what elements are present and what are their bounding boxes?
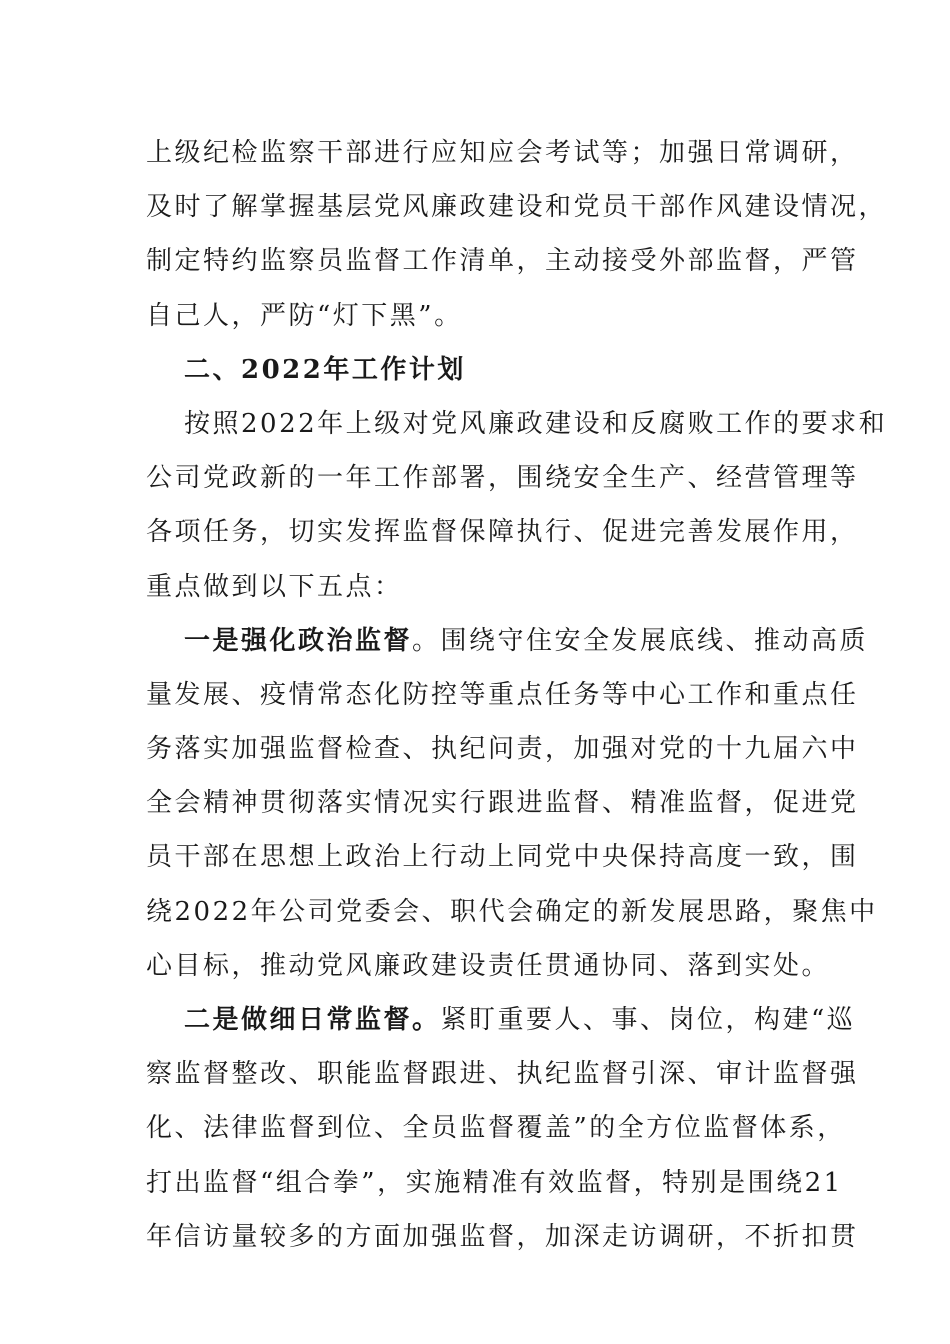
body-line-13: 全会精神贯彻落实情况实行跟进监督、精准监督，促进党: [146, 788, 859, 819]
body-line-7: 公司党政新的一年工作部署，围绕安全生产、经营管理等: [146, 463, 859, 494]
body-line-18: 察监督整改、职能监督跟进、执纪监督引深、审计监督强: [146, 1059, 859, 1090]
body-line-9: 重点做到以下五点：: [146, 571, 403, 602]
body-line-19: 化、法律监督到位、全员监督覆盖”的全方位监督体系，: [146, 1113, 846, 1144]
body-line-3: 制定特约监察员监督工作清单，主动接受外部监督，严管: [146, 246, 859, 277]
point-two-text: 紧盯重要人、事、岗位，构建“巡: [440, 1005, 856, 1035]
body-line-8: 各项任务，切实发挥监督保障执行、促进完善发展作用，: [146, 517, 859, 548]
point-one-text: 。围绕守住安全发展底线、推动高质: [412, 625, 869, 656]
body-line-15: 绕2022年公司党委会、职代会确定的新发展思路，聚焦中: [146, 896, 878, 927]
body-line-4: 自己人，严防“灯下黑”。: [146, 300, 463, 331]
point-one-lead: 一是强化政治监督: [184, 625, 413, 656]
body-line-11: 量发展、疫情常态化防控等重点任务等中心工作和重点任: [146, 679, 859, 710]
section-heading: 二、2022年工作计划: [184, 354, 466, 385]
body-line-2: 及时了解掌握基层党风廉政建设和党员干部作风建设情况，: [146, 192, 888, 223]
body-line-21: 年信访量较多的方面加强监督，加深走访调研，不折扣贯: [146, 1221, 859, 1252]
body-line-12: 务落实加强监督检查、执纪问责，加强对党的十九届六中: [146, 734, 859, 765]
point-two-line: [146, 993, 856, 1047]
body-line-6: 按照2022年上级对党风廉政建设和反腐败工作的要求和: [184, 408, 888, 439]
point-one-line: [146, 614, 869, 668]
point-two-lead: 二是做细日常监督。: [184, 1005, 441, 1035]
body-line-1: 上级纪检监察干部进行应知应会考试等；加强日常调研，: [146, 138, 859, 168]
document-body: [146, 126, 888, 1264]
body-line-14: 员干部在思想上政治上行动上同党中央保持高度一致，围: [146, 842, 859, 873]
body-line-20: 打出监督“组合拳”，实施精准有效监督，特别是围绕21: [146, 1167, 843, 1198]
body-line-16: 心目标，推动党风廉政建设责任贯通协同、落到实处。: [146, 950, 831, 981]
